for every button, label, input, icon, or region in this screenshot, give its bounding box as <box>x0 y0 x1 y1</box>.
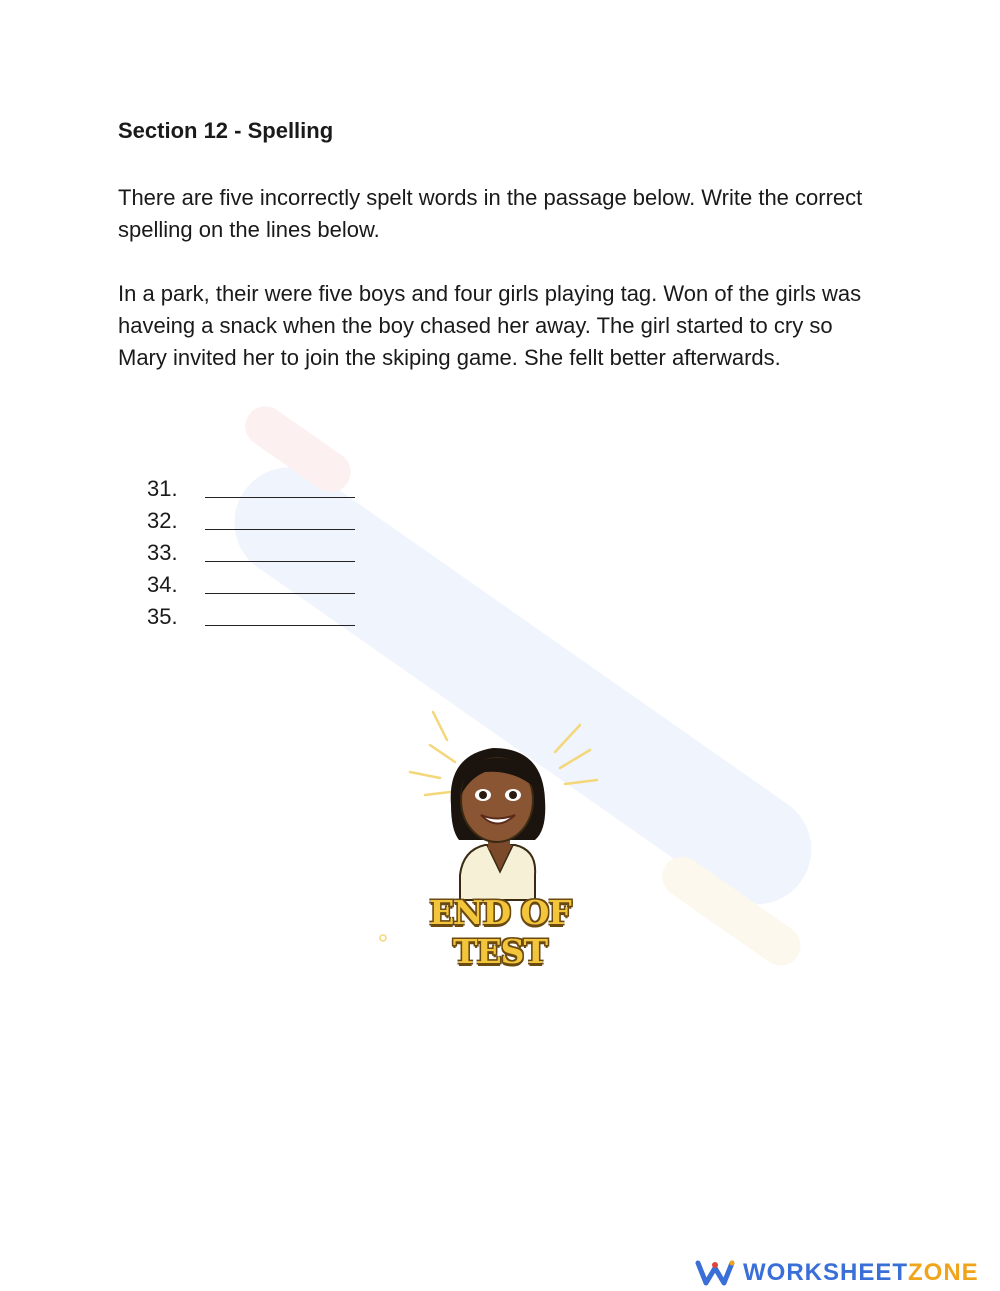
end-of-test-banner: END OF TEST <box>429 893 571 971</box>
w-logo-icon <box>695 1260 735 1286</box>
answer-list <box>147 473 355 633</box>
answer-row <box>147 537 355 569</box>
answer-number: 33. <box>147 540 178 565</box>
passage-text: In a park, their were five boys and four girls playing tag. Won of the girls was haveing a snack when the boy chased her away. The girl started to cry so Mary invited her to join the skiping game. She fellt better afterwards. <box>118 281 862 370</box>
answer-number: 35. <box>147 604 178 629</box>
section-title: Section 12 - Spelling <box>118 118 334 143</box>
brand-name-part2: ZONE <box>908 1259 979 1286</box>
answer-row <box>147 505 355 537</box>
answer-row <box>147 569 355 601</box>
answer-blank-line[interactable] <box>205 509 355 530</box>
answer-row <box>147 601 355 633</box>
brand-name <box>743 1259 979 1287</box>
answer-blank-line[interactable] <box>205 477 355 498</box>
answer-blank-line[interactable] <box>205 573 355 594</box>
answer-blank-line[interactable] <box>205 605 355 626</box>
answer-row <box>147 473 355 505</box>
answer-number: 34. <box>147 572 178 597</box>
worksheetzone-brand <box>695 1258 979 1288</box>
answer-blank-line[interactable] <box>205 541 355 562</box>
answer-number: 32. <box>147 508 178 533</box>
brand-name-part1: WORKSHEET <box>743 1259 908 1286</box>
answer-number: 31. <box>147 476 178 501</box>
instructions-text: There are five incorrectly spelt words in the passage below. Write the correct spelling on the lines below. <box>118 185 863 242</box>
